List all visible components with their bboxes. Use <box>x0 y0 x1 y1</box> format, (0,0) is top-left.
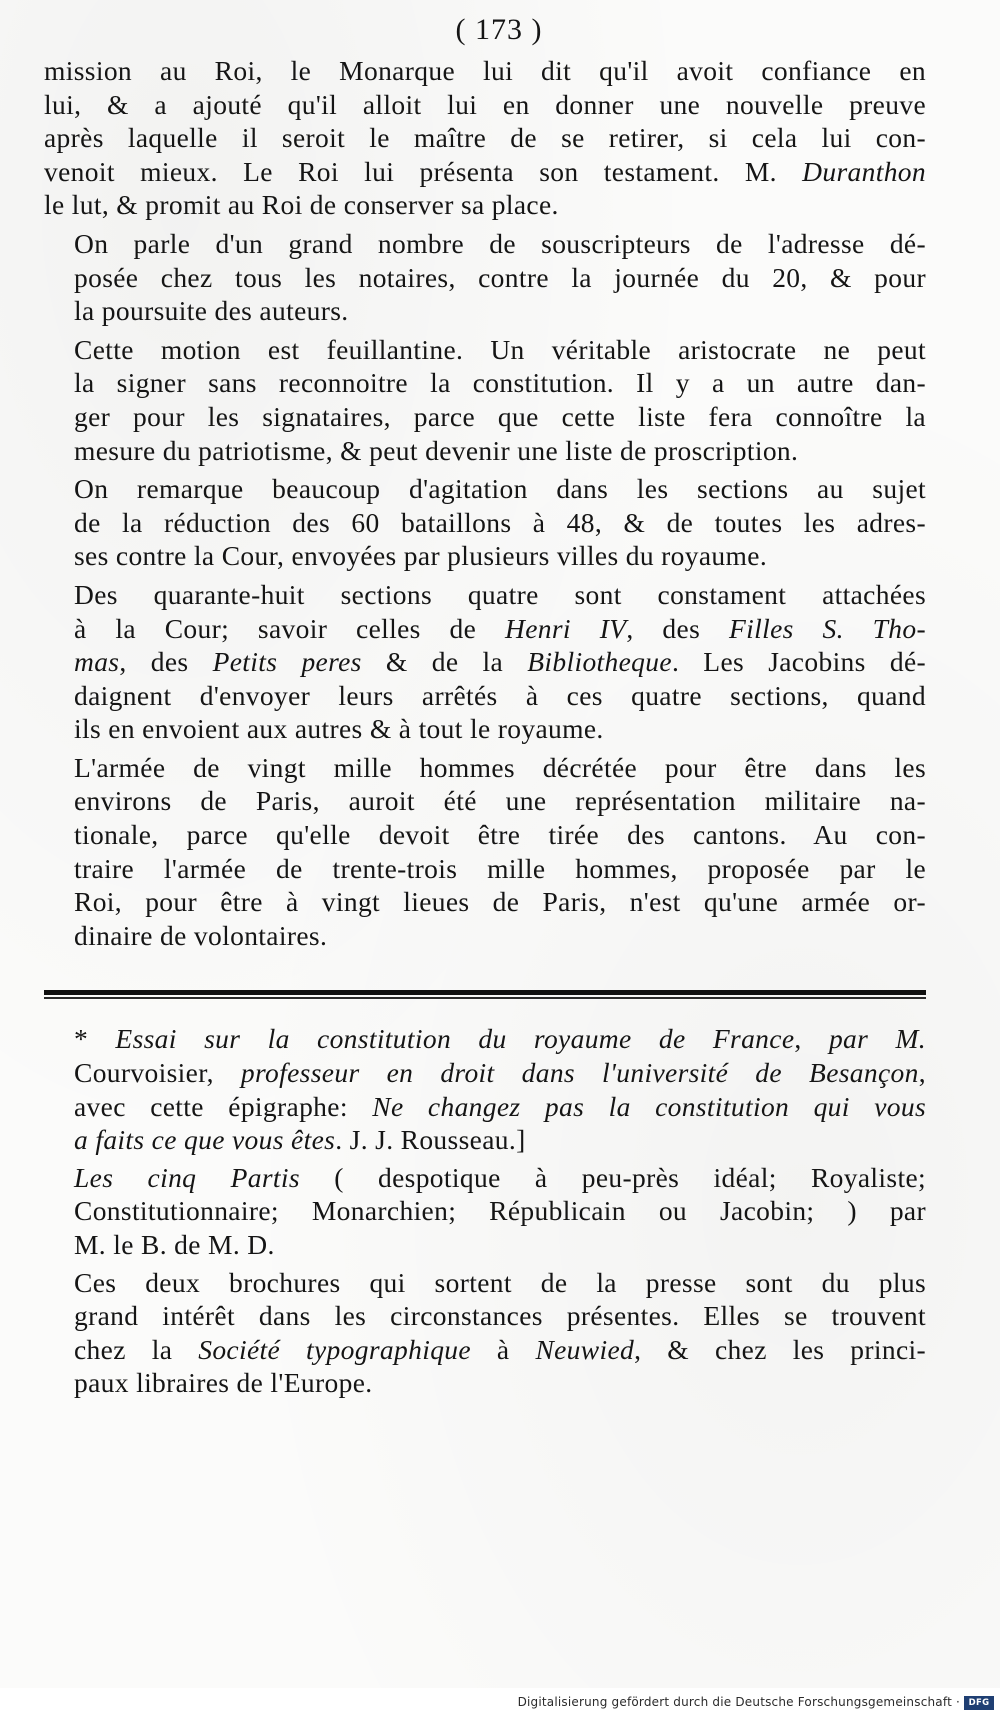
text-run: avec cette épigraphe: <box>74 1090 373 1122</box>
text-line <box>44 472 926 506</box>
dfg-logo: DFG <box>964 1696 994 1710</box>
text-run: Cette motion est feuillantine. Un véritable aristocrate ne peut <box>74 333 926 365</box>
text-line <box>44 784 926 818</box>
paragraph <box>44 227 926 328</box>
italic-text: professeur en droit dans l'université de Besançon <box>240 1057 919 1089</box>
text-line <box>44 578 926 612</box>
text-run: On remarque beaucoup d'agitation dans les sections au sujet <box>74 473 926 505</box>
text-run: la signer sans reconnoitre la constitution. Il y a un autre dan- <box>74 367 926 399</box>
text-line <box>44 1333 926 1367</box>
text-line <box>44 919 926 953</box>
text-line <box>44 1161 926 1195</box>
text-line <box>44 1022 926 1056</box>
footer-bar <box>0 1688 1000 1716</box>
text-run: , des <box>626 612 729 644</box>
text-line <box>44 294 926 328</box>
text-run: & de la <box>361 646 528 678</box>
paragraph <box>44 751 926 953</box>
text-line <box>44 818 926 852</box>
text-run: Constitutionnaire; Monarchien; Républicain ou Jacobin; ) par <box>74 1195 926 1227</box>
text-line <box>44 261 926 295</box>
text-run: après laquelle il seroit le maître de se retirer, si cela lui con- <box>44 122 926 154</box>
text-line <box>44 1299 926 1333</box>
text-run: , des <box>119 646 213 678</box>
footnote-paragraph <box>44 1266 926 1400</box>
text-run: chez la <box>74 1333 199 1365</box>
text-line <box>44 852 926 886</box>
italic-text: Essai sur la constitution du royaume de France <box>115 1023 795 1055</box>
footnote-paragraph <box>44 1022 926 1156</box>
text-line <box>44 1266 926 1300</box>
text-run: . Les Jacobins dé- <box>671 646 926 678</box>
italic-text: Henri IV <box>505 612 627 644</box>
text-run: le lut, & promit au Roi de conserver sa place. <box>44 189 559 221</box>
text-line <box>44 54 926 88</box>
text-run: dinaire de volontaires. <box>74 919 328 951</box>
text-run: On parle d'un grand nombre de souscripteurs de l'adresse dé- <box>74 227 926 259</box>
paragraph <box>44 54 926 222</box>
text-run: ger pour les signataires, parce que cette liste fera connoître la <box>74 400 926 432</box>
digitization-credit: Digitalisierung gefördert durch die Deutsche Forschungsgemeinschaft · <box>517 1695 960 1709</box>
footnote-separator-rule <box>44 990 926 1000</box>
text-line <box>44 434 926 468</box>
page-number: ( 173 ) <box>455 13 543 46</box>
text-line <box>44 885 926 919</box>
text-run: M. le B. de M. D. <box>74 1229 275 1260</box>
footnote-block <box>44 1022 926 1400</box>
text-run: Roi, pour être à vingt lieues de Paris, n'est qu'une armée or- <box>74 886 926 918</box>
text-run: à <box>470 1333 536 1365</box>
italic-text: Société typographique <box>198 1333 471 1365</box>
text-run: ils en envoient aux autres & à tout le royaume. <box>74 713 604 745</box>
text-line <box>44 1056 926 1090</box>
text-run: à la Cour; savoir celles de <box>74 612 506 644</box>
separator-thick-line <box>44 990 926 995</box>
text-run: , <box>794 1023 829 1055</box>
italic-text: Duranthon <box>802 155 926 187</box>
italic-text: Petits peres <box>212 646 362 678</box>
text-run: . J. J. Rousseau.] <box>335 1124 526 1156</box>
text-line <box>44 1228 926 1262</box>
italic-text: Ne changez pas la constitution qui vous <box>372 1090 926 1122</box>
paragraph <box>44 333 926 467</box>
text-line <box>44 88 926 122</box>
italic-text: par M. <box>828 1023 926 1055</box>
text-line <box>44 751 926 785</box>
italic-text: Filles S. Tho- <box>728 612 926 644</box>
separator-thin-line <box>44 997 926 999</box>
text-run: * <box>74 1023 116 1055</box>
text-line <box>44 645 926 679</box>
text-run: mesure du patriotisme, & peut devenir une liste de proscription. <box>74 434 799 466</box>
text-line <box>44 679 926 713</box>
text-run: posée chez tous les notaires, contre la journée du 20, & pour <box>74 261 926 293</box>
text-line <box>44 188 926 222</box>
text-run: daignent d'envoyer leurs arrêtés à ces quatre sections, quand <box>74 679 926 711</box>
paragraph <box>44 472 926 573</box>
text-run: venoit mieux. Le Roi lui présenta son testament. M. <box>44 155 803 187</box>
text-line <box>44 333 926 367</box>
text-run: tionale, parce qu'elle devoit être tirée des cantons. Au con- <box>74 819 926 851</box>
italic-text: mas <box>74 646 120 678</box>
text-run: la poursuite des auteurs. <box>74 295 349 327</box>
text-run: paux libraires de l'Europe. <box>74 1367 373 1399</box>
text-line <box>44 1194 926 1228</box>
text-run: ( despotique à peu-près idéal; Royaliste; <box>299 1161 926 1193</box>
text-line <box>44 155 926 189</box>
text-run: de la réduction des 60 bataillons à 48, & de toutes les adres- <box>74 506 926 538</box>
text-run: , <box>918 1057 926 1089</box>
footnote-paragraph <box>44 1161 926 1262</box>
text-line <box>44 506 926 540</box>
text-line <box>44 539 926 573</box>
text-run: L'armée de vingt mille hommes décrétée pour être dans les <box>74 751 926 783</box>
text-line <box>44 400 926 434</box>
text-line <box>44 1090 926 1124</box>
italic-text: Neuwied <box>535 1333 635 1365</box>
text-line <box>44 227 926 261</box>
main-text <box>44 54 926 952</box>
text-run: grand intérêt dans les circonstances présentes. Elles se trouvent <box>74 1300 926 1332</box>
text-line <box>44 612 926 646</box>
book-page <box>44 12 926 1542</box>
text-run: mission au Roi, le Monarque lui dit qu'il avoit confiance en <box>44 55 926 86</box>
text-line <box>44 712 926 746</box>
text-run: traire l'armée de trente-trois mille hommes, proposée par le <box>74 852 926 884</box>
text-run: , & chez les princi- <box>634 1333 926 1365</box>
text-run: Des quarante-huit sections quatre sont constament attachées <box>74 578 926 610</box>
text-run: ses contre la Cour, envoyées par plusieurs villes du royaume. <box>74 540 768 572</box>
text-run: Ces deux brochures qui sortent de la presse sont du plus <box>74 1266 926 1298</box>
text-line <box>44 1366 926 1400</box>
text-run: Courvoisier, <box>74 1057 241 1089</box>
paragraph <box>44 578 926 746</box>
text-line <box>44 121 926 155</box>
text-line <box>44 1123 926 1157</box>
text-line <box>44 366 926 400</box>
text-run: lui, & a ajouté qu'il alloit lui en donner une nouvelle preuve <box>44 88 926 120</box>
italic-text: Bibliotheque <box>527 646 672 678</box>
italic-text: a faits ce que vous êtes <box>74 1124 336 1156</box>
italic-text: Les cinq Partis <box>74 1161 300 1193</box>
text-run: environs de Paris, auroit été une représentation militaire na- <box>74 785 926 817</box>
